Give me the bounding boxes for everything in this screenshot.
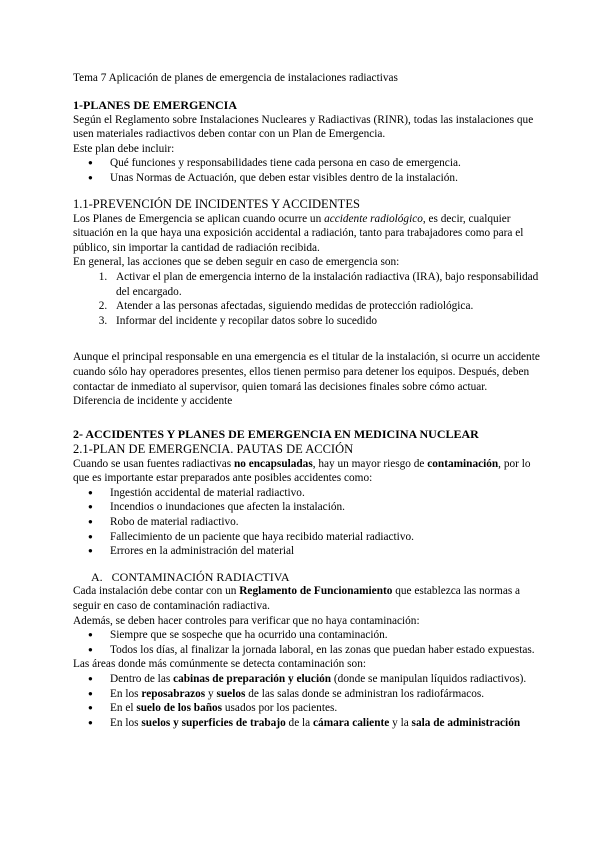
list-item: ● Incendios o inundaciones que afecten la instalación.	[110, 500, 540, 515]
list-item: ● Unas Normas de Actuación, que deben estar visibles dentro de la instalación.	[110, 171, 540, 186]
section-1-1-heading: 1.1-PREVENCIÓN DE INCIDENTES Y ACCIDENTES	[73, 196, 360, 211]
list-item: ● Robo de material radiactivo.	[110, 515, 540, 530]
document-title: Tema 7 Aplicación de planes de emergencia de instalaciones radiactivas	[73, 72, 398, 84]
section-1-1-paragraph-2: En general, las acciones que se deben seguir en caso de emergencia son:	[73, 256, 400, 269]
list-item: 2. Atender a las personas afectadas, siguiendo medidas de protección radiológica.	[110, 299, 540, 314]
list-item: ● Dentro de las cabinas de preparación y elución (donde se manipulan líquidos radiactivos).	[110, 672, 540, 687]
section-a-heading: A. CONTAMINACIÓN RADIACTIVA	[91, 569, 290, 584]
emphasis-text: accidente radiológico	[324, 212, 423, 225]
section-1-intro: Según el Reglamento sobre Instalaciones Nucleares y Radiactivas (RINR), todas las instalaciones que usen materiales radiactivos deben contar con un Plan de Emergencia.	[73, 113, 534, 141]
section-a-paragraph-1: Cada instalación debe contar con un Reglamento de Funcionamiento que establezca las normas a seguir en caso de contaminación radiactiva.	[73, 585, 521, 613]
section-1-1-paragraph-1: Los Planes de Emergencia se aplican cuando ocurre un accidente radiológico, es decir, cualquier situación en la que haya una exposición accidental a radiación, tanto para trabajadores como para el público, sin importar la cantidad de radiación recibida.	[73, 212, 524, 254]
list-item: 3. Informar del incidente y recopilar datos sobre lo sucedido	[110, 314, 540, 329]
list-item: ● Qué funciones y responsabilidades tiene cada persona en caso de emergencia.	[110, 156, 540, 171]
list-item: ● Todos los días, al finalizar la jornada laboral, en las zonas que puedan haber estado expuestas.	[110, 643, 540, 658]
list-item: 1. Activar el plan de emergencia interno de la instalación radiactiva (IRA), bajo responsabilidad del encargado.	[110, 270, 540, 299]
possible-accidents-list	[73, 486, 540, 559]
section-a-paragraph-3: Las áreas donde más comúnmente se detecta contaminación son:	[73, 658, 366, 671]
section-1-heading: 1-PLANES DE EMERGENCIA	[73, 97, 238, 112]
list-item: ● Fallecimiento de un paciente que haya recibido material radiactivo.	[110, 530, 540, 545]
contamination-checks-list	[73, 628, 540, 657]
section-1-must-include: Este plan debe incluir:	[73, 142, 175, 155]
emergency-steps-list	[73, 270, 540, 328]
list-item: ● En los suelos y superficies de trabajo de la cámara caliente y la sala de administración	[110, 716, 540, 731]
list-item: ● En el suelo de los baños usados por los pacientes.	[110, 701, 540, 716]
list-item: ● En los reposabrazos y suelos de las salas donde se administran los radiofármacos.	[110, 687, 540, 702]
section-2-1-heading: 2.1-PLAN DE EMERGENCIA. PAUTAS DE ACCIÓN	[73, 441, 354, 456]
section-2-heading: 2- ACCIDENTES Y PLANES DE EMERGENCIA EN MEDICINA NUCLEAR	[73, 426, 479, 441]
section-1-1-paragraph-3: Aunque el principal responsable en una emergencia es el titular de la instalación, si ocurre un accidente cuando sólo hay operadores presentes, ellos tienen permiso para detener los equipos. Después, deben contactar de inmediato al supervisor, quien tomará las decisiones finales sobre cómo actuar.	[73, 351, 540, 393]
list-item: ● Siempre que se sospeche que ha ocurrido una contaminación.	[110, 628, 540, 643]
list-item: ● Ingestión accidental de material radiactivo.	[110, 486, 540, 501]
list-item: ● Errores en la administración del material	[110, 544, 540, 559]
section-2-1-paragraph: Cuando se usan fuentes radiactivas no encapsuladas, hay un mayor riesgo de contaminación, por lo que es importante estar preparados ante posibles accidentes como:	[73, 457, 531, 485]
contamination-areas-list	[73, 672, 540, 730]
section-1-list	[73, 156, 540, 185]
section-a-paragraph-2: Además, se deben hacer controles para verificar que no haya contaminación:	[73, 614, 420, 627]
section-1-1-paragraph-4: Diferencia de incidente y accidente	[73, 395, 233, 408]
